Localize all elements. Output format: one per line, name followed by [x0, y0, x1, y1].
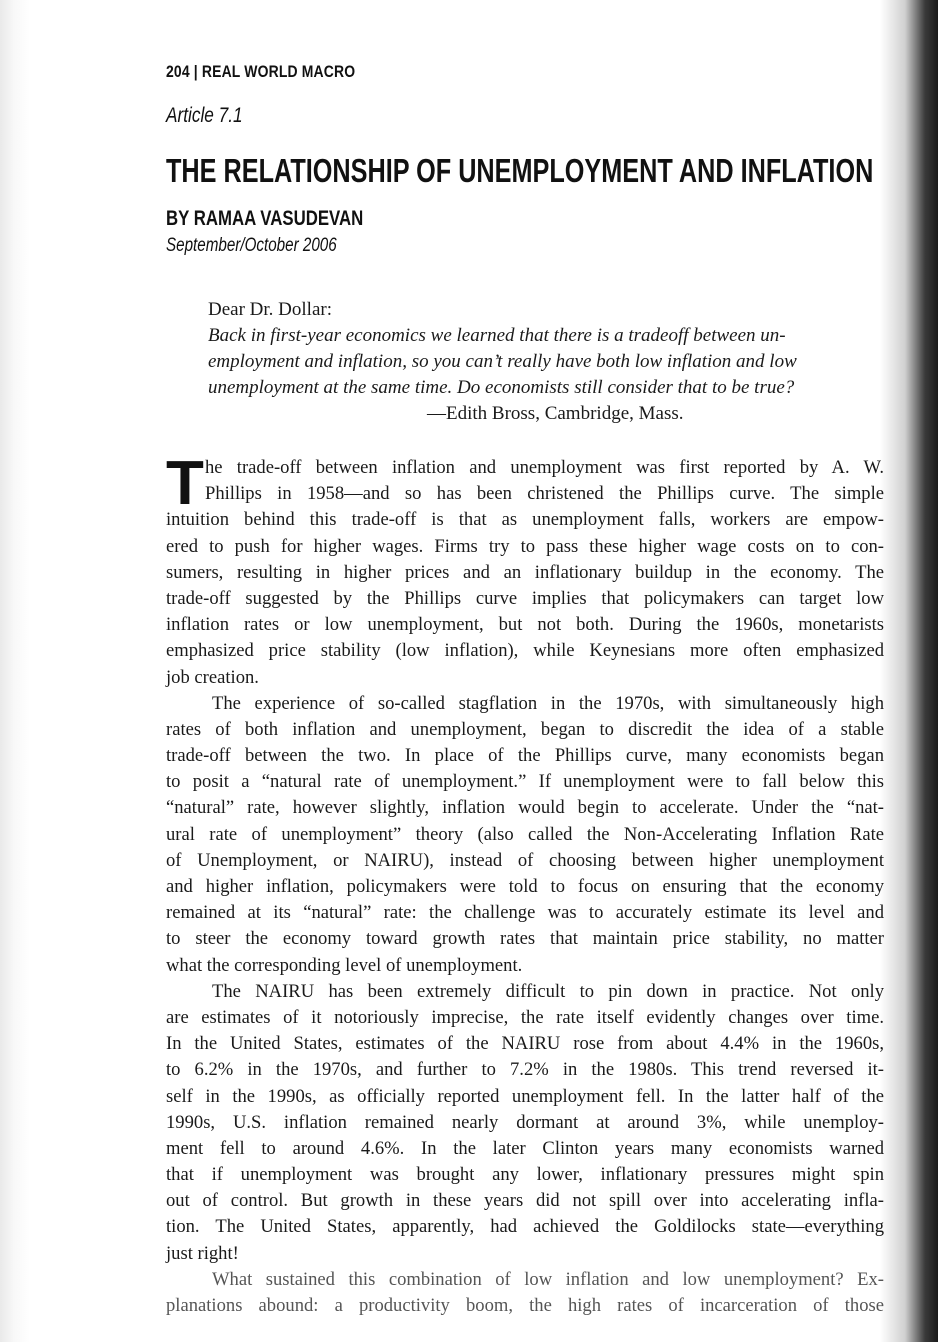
drop-cap: T	[166, 449, 204, 518]
body-line: inflation rates or low unemployment, but not both. During the 1960s, monetarists	[166, 614, 884, 636]
body-line: intuition behind this trade-off is that as unemployment falls, workers are empow-	[166, 509, 884, 531]
body-line: sumers, resulting in higher prices and an inflationary buildup in the economy. The	[166, 561, 884, 583]
body-line: The experience of so-called stagflation in the 1970s, with simultaneously high	[212, 692, 884, 714]
body-line: Phillips in 1958—and so has been christened the Phillips curve. The simple	[205, 483, 884, 505]
article-body	[166, 449, 884, 1319]
body-line: remained at its “natural” rate: the challenge was to accurately estimate its level and	[166, 902, 884, 924]
body-line: emphasized price stability (low inflation), while Keynesians more often emphasized	[166, 640, 884, 662]
byline: BY RAMAA VASUDEVAN	[166, 207, 364, 230]
body-line: What sustained this combination of low inflation and low unemployment? Ex-	[212, 1268, 884, 1290]
running-header: 204 | REAL WORLD MACRO	[166, 62, 356, 81]
body-line: rates of both inflation and unemployment, began to discredit the idea of a stable	[166, 718, 884, 740]
body-line: and higher inflation, policymakers were told to focus on ensuring that the economy	[166, 876, 884, 897]
letter-question-line: Back in first-year economics we learned that there is a tradeoff between un-	[208, 325, 786, 346]
body-line: to 6.2% in the 1970s, and further to 7.2% in the 1980s. This trend reversed it-	[166, 1059, 884, 1081]
body-line: self in the 1990s, as officially reported unemployment fell. In the latter half of the	[166, 1085, 884, 1107]
body-line: ural rate of unemployment” theory (also called the Non-Accelerating Inflation Rate	[166, 823, 884, 845]
body-line: ered to push for higher wages. Firms try to pass these higher wage costs on to con-	[166, 535, 884, 557]
body-line: out of control. But growth in these years did not spill over into accelerating infla-	[166, 1190, 884, 1212]
body-line: planations abound: a productivity boom, the high rates of incarceration of those	[166, 1295, 884, 1316]
article-title: THE RELATIONSHIP OF UNEMPLOYMENT AND INFLATION	[166, 152, 874, 189]
body-line: are estimates of it notoriously imprecise, the rate itself evidently changes over time.	[166, 1006, 884, 1028]
reader-letter	[208, 297, 858, 427]
letter-signature: —Edith Bross, Cambridge, Mass.	[427, 403, 684, 424]
body-line: tion. The United States, apparently, had achieved the Goldilocks state—everything	[166, 1216, 884, 1238]
body-line: “natural” rate, however slightly, inflation would begin to accelerate. Under the “nat-	[166, 797, 884, 819]
dateline: September/October 2006	[166, 235, 337, 256]
letter-salutation: Dear Dr. Dollar:	[208, 299, 332, 320]
body-line: The NAIRU has been extremely difficult to pin down in practice. Not only	[212, 980, 884, 1002]
body-line: to steer the economy toward growth rates that maintain price stability, no matter	[166, 928, 884, 950]
letter-question-line: unemployment at the same time. Do economists still consider that to be true?	[208, 377, 795, 398]
body-line: trade-off between the two. In place of the Phillips curve, many economists began	[166, 745, 884, 767]
letter-question-line: employment and inflation, so you can’t really have both low inflation and low	[208, 351, 797, 372]
article-label: Article 7.1	[166, 104, 243, 127]
body-line: what the corresponding level of unemployment.	[166, 954, 523, 976]
body-line: of Unemployment, or NAIRU), instead of choosing between higher unemployment	[166, 849, 884, 871]
body-line: job creation.	[166, 666, 259, 688]
body-line: that if unemployment was brought any lower, inflationary pressures might spin	[166, 1164, 884, 1186]
body-line: to posit a “natural rate of unemployment.” If unemployment were to fall below this	[166, 771, 884, 793]
body-line: ment fell to around 4.6%. In the later Clinton years many economists warned	[166, 1137, 884, 1159]
body-line: In the United States, estimates of the NAIRU rose from about 4.4% in the 1960s,	[166, 1033, 884, 1055]
body-line: just right!	[166, 1242, 239, 1264]
body-line: he trade-off between inflation and unemployment was first reported by A. W.	[205, 457, 884, 478]
body-line: trade-off suggested by the Phillips curve implies that policymakers can target low	[166, 587, 884, 609]
body-line: 1990s, U.S. inflation remained nearly dormant at around 3%, while unemploy-	[166, 1111, 884, 1133]
